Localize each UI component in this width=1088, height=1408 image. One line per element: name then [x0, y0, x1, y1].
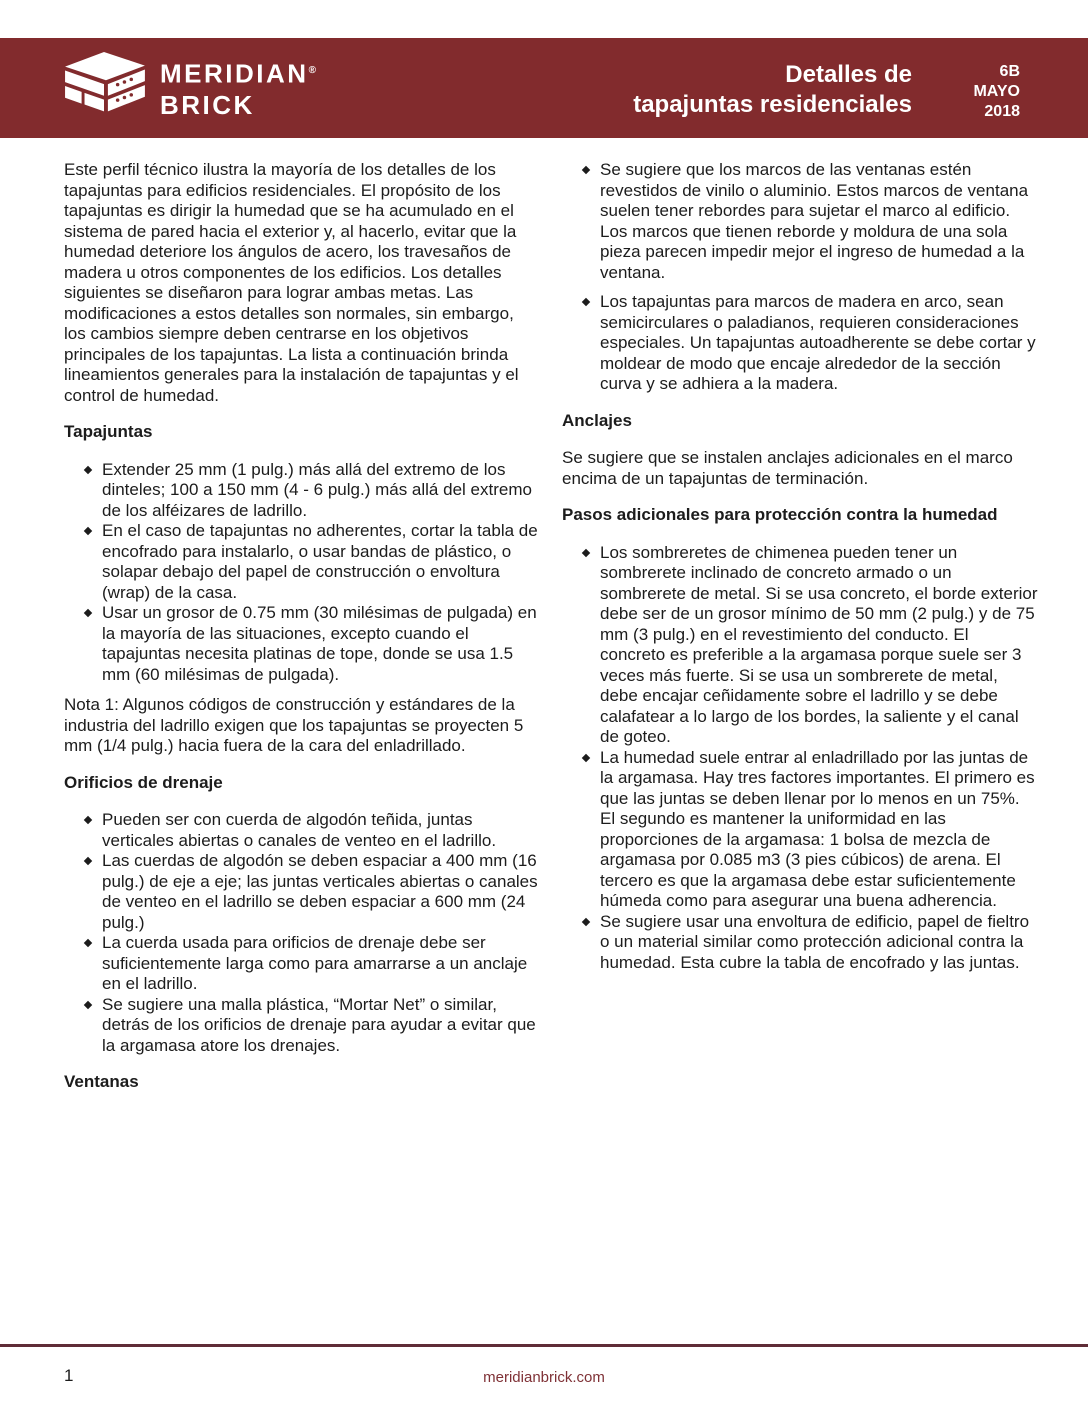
- list-item: En el caso de tapajuntas no adherentes, cortar la tabla de encofrado para instalarlo, o usar bandas de plástico, o solapar debajo del papel de construcción o envoltura (wrap) de la casa.: [102, 521, 540, 603]
- list-item: Se sugiere que los marcos de las ventanas estén revestidos de vinilo o aluminio. Estos marcos de ventana suelen tener rebordes para sujetar el marco al edificio. Los marcos que tienen reborde y moldura de una sola pieza parecen impedir mejor el ingreso de humedad a la ventana.: [600, 160, 1038, 283]
- section-heading-ventanas: Ventanas: [64, 1072, 139, 1091]
- list-item: Pueden ser con cuerda de algodón teñida, juntas verticales abiertas o canales de venteo en el ladrillo.: [102, 810, 540, 851]
- section-heading-anclajes: Anclajes: [562, 410, 632, 430]
- section-heading-orificios-de-drenaje: Orificios de drenaje: [64, 772, 223, 792]
- header-band: [0, 38, 1088, 138]
- list-item: Los sombreretes de chimenea pueden tener un sombrerete inclinado de concreto armado o un sombrerete de metal. Si se usa concreto, el borde exterior debe ser de un grosor mínimo de 50 mm (2 pulg.) y de 75 mm (3 pulg.) en el revestimiento del conducto. El concreto es preferible a la argamasa porque suele ser 3 veces más fuerte. Si se usa un sombrerete de metal, debe encajar ceñidamente sobre el ladrillo y se debe calafatear a lo largo de los bordes, la saliente y el canal de goteo.: [600, 542, 1038, 746]
- document-title-line1: Detalles de: [785, 61, 912, 88]
- list-item: Se sugiere usar una envoltura de edificio, papel de fieltro o un material similar como protección adicional contra la humedad. Esta cubre la tabla de encofrado y las juntas.: [600, 912, 1038, 974]
- ventanas-bullet-list: [562, 160, 1038, 395]
- list-item: Se sugiere una malla plástica, “Mortar Net” o similar, detrás de los orificios de drenaje para ayudar a evitar que la argamasa atore los drenajes.: [102, 995, 540, 1057]
- list-item: Usar un grosor de 0.75 mm (30 milésimas de pulgada) en la mayoría de las situaciones, excepto cuando el tapajuntas necesita platinas de tope, donde se usa 1.5 mm (60 milésimas de pulgada).: [102, 603, 540, 685]
- tapajuntas-bullet-list: [64, 460, 540, 686]
- list-item: Las cuerdas de algodón se deben espaciar a 400 mm (16 pulg.) de eje a eje; las juntas verticales abiertas o canales de venteo en el ladrillo se deben espaciar a 600 mm (24 pulg.): [102, 851, 540, 933]
- anclajes-paragraph: Se sugiere que se instalen anclajes adicionales en el marco encima de un tapajuntas de terminación.: [562, 448, 1013, 488]
- page-number: 1: [64, 1366, 74, 1385]
- document-code: 6B: [999, 63, 1020, 80]
- pasos-bullet-list: [562, 543, 1038, 974]
- document-title: [633, 60, 912, 120]
- footer-rule: [0, 1344, 1088, 1347]
- brand-logo: [60, 51, 316, 125]
- intro-paragraph: Este perfil técnico ilustra la mayoría de los detalles de los tapajuntas para edificios residenciales. El propósito de los tapajuntas es dirigir la humedad que se ha acumulado en el sistema de pared hacia el exterior y, al hacerlo, evitar que la humedad deteriore los ángulos de acero, los travesaños de madera u otros componentes de los edificios. Los detalles siguientes se diseñaron para lograr ambas metas. Las modificaciones a estos detalles son normales, sin embargo, los cambios siempre deben centrarse en los objetivos principales de los tapajuntas. La lista a continuación brinda lineamientos generales para la instalación de tapajuntas y el control de humedad.: [64, 160, 519, 405]
- brand-wordmark: [160, 55, 316, 121]
- document-body: [64, 160, 1038, 1110]
- document-code-date: [973, 62, 1020, 122]
- list-item: Extender 25 mm (1 pulg.) más allá del extremo de los dinteles; 100 a 150 mm (4 - 6 pulg.) más allá del extremo de los alféizares de ladrillo.: [102, 460, 540, 522]
- list-item: La cuerda usada para orificios de drenaje debe ser suficientemente larga como para amarrarse a un anclaje en el ladrillo.: [102, 933, 540, 995]
- section-heading-pasos-adicionales: Pasos adicionales para protección contra la humedad: [562, 505, 998, 524]
- website-link[interactable]: meridianbrick.com: [483, 1369, 605, 1386]
- left-column: [64, 160, 540, 1110]
- section-heading-tapajuntas: Tapajuntas: [64, 422, 153, 441]
- list-item: La humedad suele entrar al enladrillado por las juntas de la argamasa. Hay tres factores importantes. El primero es que las juntas se deben llenar por lo menos en un 75%. El segundo es mantener la uniformidad en las proporciones de la argamasa: 1 bolsa de mezcla de argamasa por 0.085 m3 (3 pies cúbicos) de arena. El tercero es que la argamasa debe estar suficientemente húmeda como para asegurar una buena adherencia.: [600, 748, 1038, 912]
- document-title-line2: tapajuntas residenciales: [633, 91, 912, 118]
- list-item: Los tapajuntas para marcos de madera en arco, sean semicirculares o paladianos, requieren consideraciones especiales. Un tapajuntas autoadherente se debe cortar y moldear de modo que encaje alrededor de la sección curva y se adhiera a la madera.: [600, 292, 1038, 395]
- note-paragraph: Nota 1: Algunos códigos de construcción y estándares de la industria del ladrillo exigen que los tapajuntas se proyecten 5 mm (1/4 pulg.) hacia fuera de la cara del enladrillado.: [64, 695, 524, 755]
- brand-name-brick: BRICK: [160, 89, 255, 120]
- document-month: MAYO: [973, 83, 1020, 100]
- brand-name-meridian: MERIDIAN: [160, 58, 309, 89]
- document-year: 2018: [984, 103, 1020, 120]
- right-column: [562, 160, 1038, 1110]
- orificios-bullet-list: [64, 810, 540, 1056]
- registered-trademark-symbol: ®: [308, 65, 316, 77]
- brick-stack-icon: [60, 51, 148, 125]
